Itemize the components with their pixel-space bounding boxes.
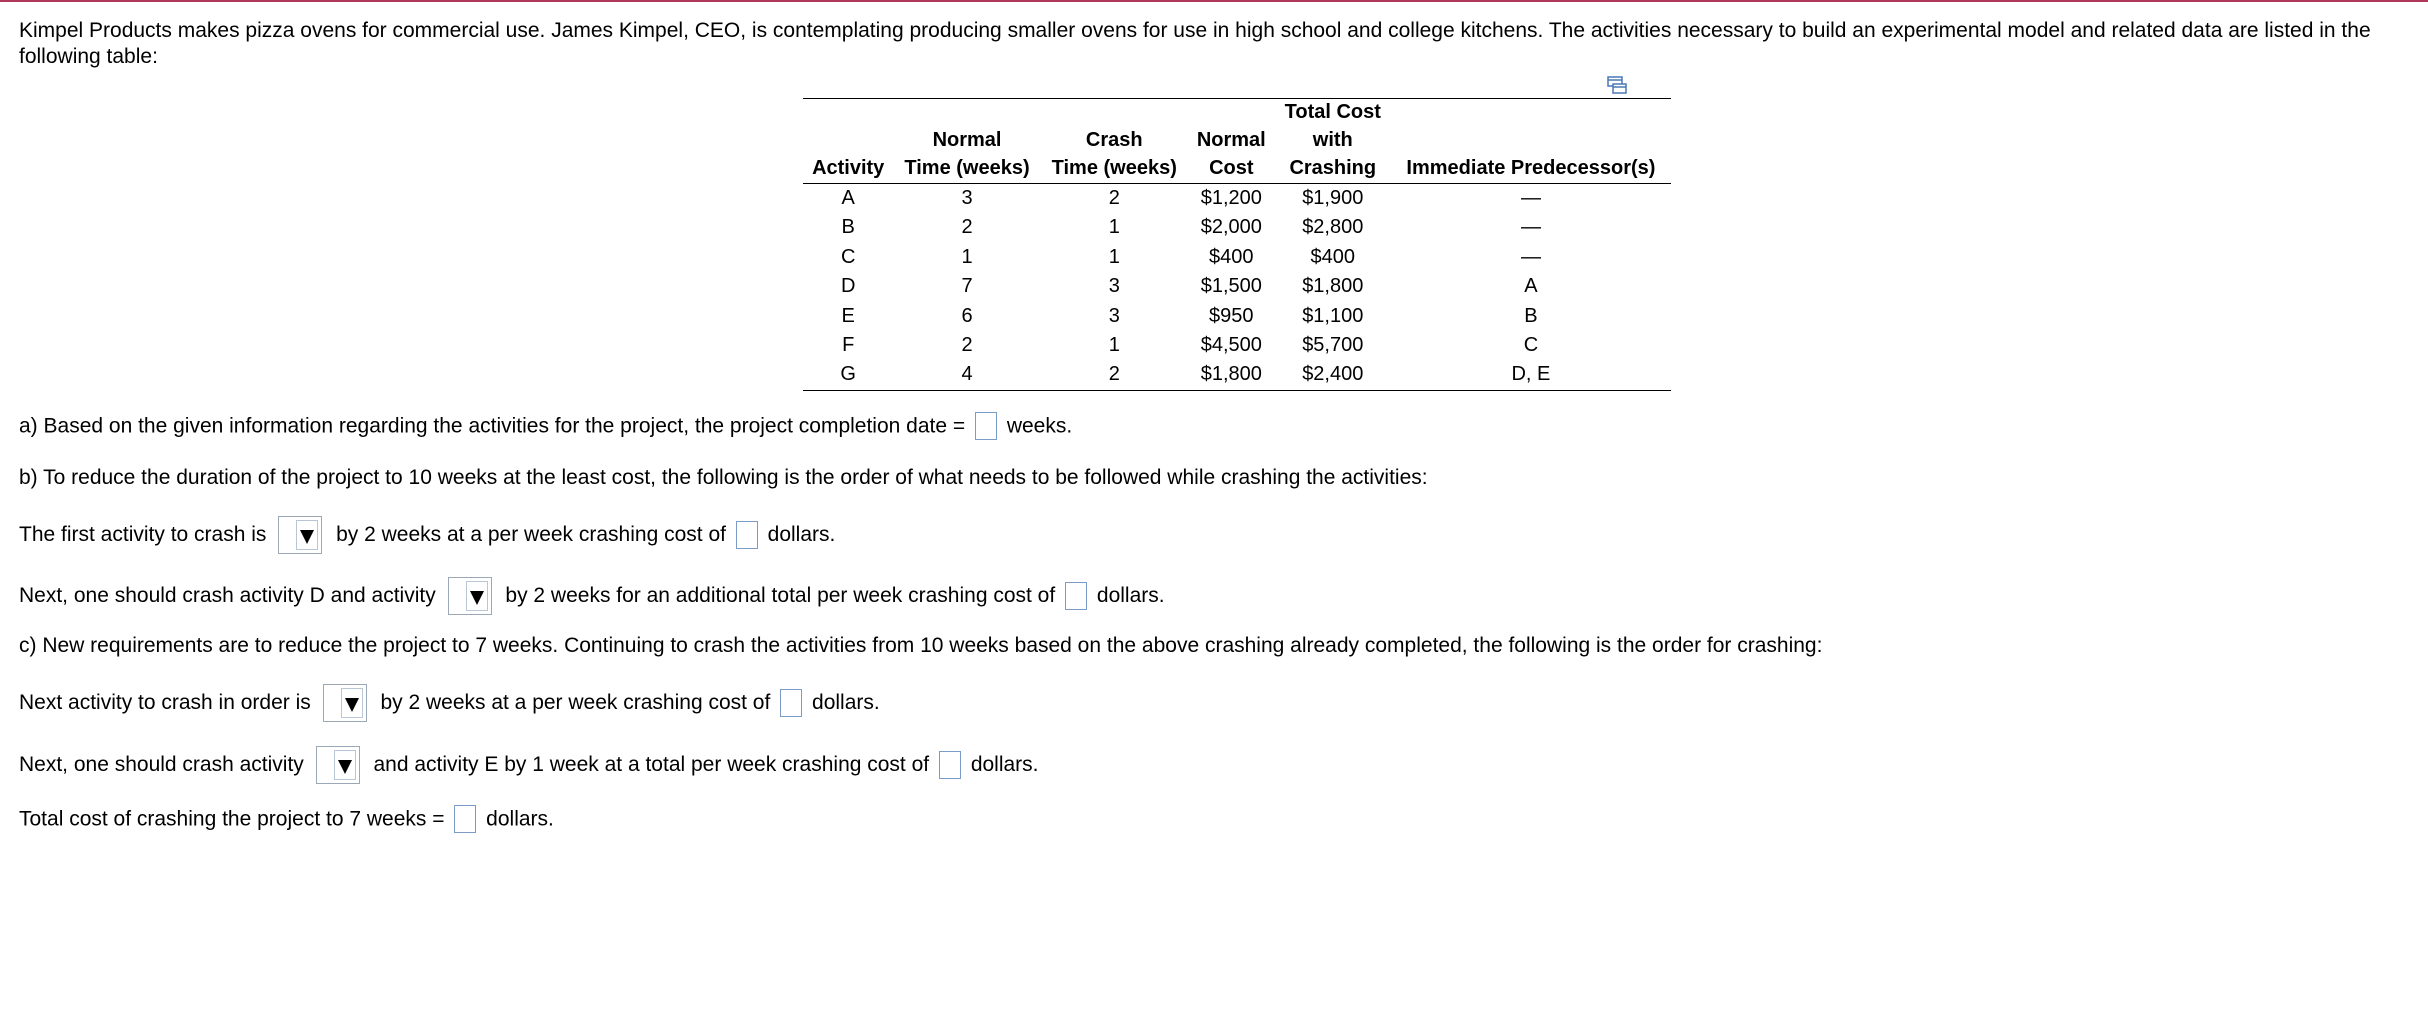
cell-total-cost: $1,100 xyxy=(1302,304,1364,327)
table-row xyxy=(803,302,1671,331)
question-c1 xyxy=(19,684,880,722)
cell-normal-time: 3 xyxy=(961,187,973,209)
header-activity: Activity xyxy=(803,155,893,184)
triangle-down-icon xyxy=(470,591,484,605)
cell-crash-time: 1 xyxy=(1108,216,1120,239)
cell-normal-cost: $1,800 xyxy=(1200,363,1262,386)
question-a xyxy=(19,411,1072,441)
second-crash-cost-input[interactable] xyxy=(1065,582,1087,610)
cell-normal-cost: $1,500 xyxy=(1200,275,1262,298)
question-a-unit: weeks. xyxy=(1006,414,1073,438)
table-row xyxy=(803,184,1671,214)
header-normal-time-1: Normal xyxy=(932,129,1002,151)
cell-total-cost: $2,400 xyxy=(1302,363,1364,386)
header-total-cost-2: with xyxy=(1312,129,1353,151)
question-b-intro: b) To reduce the duration of the project to 10 weeks at the least cost, the following is the order of what needs to be followed while crashing the activities: xyxy=(19,466,1428,489)
cell-normal-time: 1 xyxy=(961,245,973,268)
header-normal-time-2: Time (weeks) xyxy=(893,155,1040,184)
question-b2-unit: dollars. xyxy=(1096,584,1165,607)
cell-total-cost: $5,700 xyxy=(1302,334,1364,357)
cell-total-cost: $1,800 xyxy=(1302,275,1364,298)
question-c2-text: Next, one should crash activity xyxy=(19,753,304,776)
problem-intro: Kimpel Products makes pizza ovens for commercial use. James Kimpel, CEO, is contemplating producing smaller ovens for use in high school and college kitchens. The activities necessary to build an experimental model and related data are listed in the following table: xyxy=(19,19,2371,68)
activity-data-table xyxy=(803,98,1671,391)
cell-crash-time: 3 xyxy=(1108,304,1120,327)
question-c-intro: c) New requirements are to reduce the project to 7 weeks. Continuing to crash the activities from 10 weeks based on the above crashing already completed, the following is the order for crashing: xyxy=(19,634,1823,657)
table-header-row xyxy=(803,99,1671,128)
next-crash-activity-dropdown[interactable] xyxy=(323,684,367,722)
question-b1 xyxy=(19,516,835,554)
cell-normal-cost: $950 xyxy=(1209,304,1254,327)
question-b2-mid: by 2 weeks for an additional total per week crashing cost of xyxy=(505,584,1056,607)
cell-predecessors: B xyxy=(1524,304,1538,327)
question-b2 xyxy=(19,577,1165,615)
question-b2-text: Next, one should crash activity D and activity xyxy=(19,584,436,607)
cell-predecessors: C xyxy=(1523,334,1539,357)
question-b1-mid: by 2 weeks at a per week crashing cost of xyxy=(336,523,726,546)
header-total-cost-3: Crashing xyxy=(1275,155,1391,184)
cell-activity: B xyxy=(841,216,855,239)
header-normal-cost-2: Cost xyxy=(1188,155,1275,184)
cell-predecessors: — xyxy=(1520,245,1541,268)
dropdown-button[interactable] xyxy=(296,520,318,550)
cell-activity: C xyxy=(840,245,856,268)
question-b1-text: The first activity to crash is xyxy=(19,523,267,546)
table-row xyxy=(803,272,1671,301)
cell-crash-time: 2 xyxy=(1108,187,1120,209)
final-crash-activity-dropdown[interactable] xyxy=(316,746,360,784)
completion-weeks-input[interactable] xyxy=(975,412,997,440)
cell-activity: A xyxy=(841,187,855,209)
cell-crash-time: 1 xyxy=(1108,334,1120,357)
cell-normal-time: 2 xyxy=(961,216,973,239)
top-rule xyxy=(0,0,2428,2)
total-crash-cost-input[interactable] xyxy=(454,805,476,833)
triangle-down-icon xyxy=(345,698,359,712)
cell-crash-time: 1 xyxy=(1108,245,1120,268)
question-c2-unit: dollars. xyxy=(970,753,1039,776)
cell-normal-cost: $400 xyxy=(1209,245,1254,268)
question-total xyxy=(19,804,554,834)
cell-normal-cost: $2,000 xyxy=(1200,216,1262,239)
question-c1-text: Next activity to crash in order is xyxy=(19,691,311,714)
cell-predecessors: D, E xyxy=(1511,363,1551,386)
cell-normal-time: 4 xyxy=(961,363,973,386)
cell-crash-time: 2 xyxy=(1108,363,1120,386)
first-crash-cost-input[interactable] xyxy=(736,521,758,549)
cell-crash-time: 3 xyxy=(1108,275,1120,298)
question-total-text: Total cost of crashing the project to 7 weeks = xyxy=(19,807,445,831)
cell-total-cost: $400 xyxy=(1310,245,1356,268)
header-total-cost-1: Total Cost xyxy=(1284,101,1381,123)
cell-predecessors: — xyxy=(1520,187,1541,209)
question-a-text: a) Based on the given information regarding the activities for the project, the project completion date = xyxy=(19,414,966,438)
cell-activity: D xyxy=(840,275,856,298)
cell-total-cost: $2,800 xyxy=(1302,216,1364,239)
question-c2 xyxy=(19,746,1039,784)
next-crash-cost-input[interactable] xyxy=(780,689,802,717)
table-header-row xyxy=(803,127,1671,155)
cell-normal-time: 7 xyxy=(961,275,973,298)
triangle-down-icon xyxy=(338,760,352,774)
table-row xyxy=(803,360,1671,390)
cell-normal-time: 2 xyxy=(961,334,973,357)
header-crash-time-2: Time (weeks) xyxy=(1041,155,1188,184)
triangle-down-icon xyxy=(300,530,314,544)
dropdown-button[interactable] xyxy=(341,688,363,718)
question-c1-mid: by 2 weeks at a per week crashing cost of xyxy=(380,691,771,714)
table-row xyxy=(803,243,1671,272)
cell-activity: E xyxy=(841,304,855,327)
cell-predecessors: A xyxy=(1524,275,1538,298)
cell-total-cost: $1,900 xyxy=(1302,187,1364,209)
final-crash-cost-input[interactable] xyxy=(939,751,961,779)
cell-predecessors: — xyxy=(1520,216,1541,239)
cell-activity: F xyxy=(842,334,855,357)
header-predecessors: Immediate Predecessor(s) xyxy=(1391,155,1671,184)
cell-normal-time: 6 xyxy=(961,304,973,327)
question-c1-unit: dollars. xyxy=(812,691,880,714)
first-crash-activity-dropdown[interactable] xyxy=(278,516,322,554)
header-normal-cost-1: Normal xyxy=(1196,129,1266,151)
table-row xyxy=(803,213,1671,242)
cell-normal-cost: $1,200 xyxy=(1200,187,1262,209)
cell-normal-cost: $4,500 xyxy=(1200,334,1262,357)
dropdown-button[interactable] xyxy=(334,750,356,780)
question-c2-mid: and activity E by 1 week at a total per week crashing cost of xyxy=(373,753,930,776)
question-total-unit: dollars. xyxy=(486,807,554,831)
header-crash-time-1: Crash xyxy=(1085,129,1143,151)
cell-activity: G xyxy=(840,363,856,386)
table-row xyxy=(803,331,1671,360)
copy-table-icon[interactable] xyxy=(1607,76,1627,94)
question-b1-unit: dollars. xyxy=(767,523,836,546)
second-crash-activity-dropdown[interactable] xyxy=(448,577,492,615)
dropdown-button[interactable] xyxy=(466,581,488,611)
table-header-row xyxy=(803,155,1671,184)
